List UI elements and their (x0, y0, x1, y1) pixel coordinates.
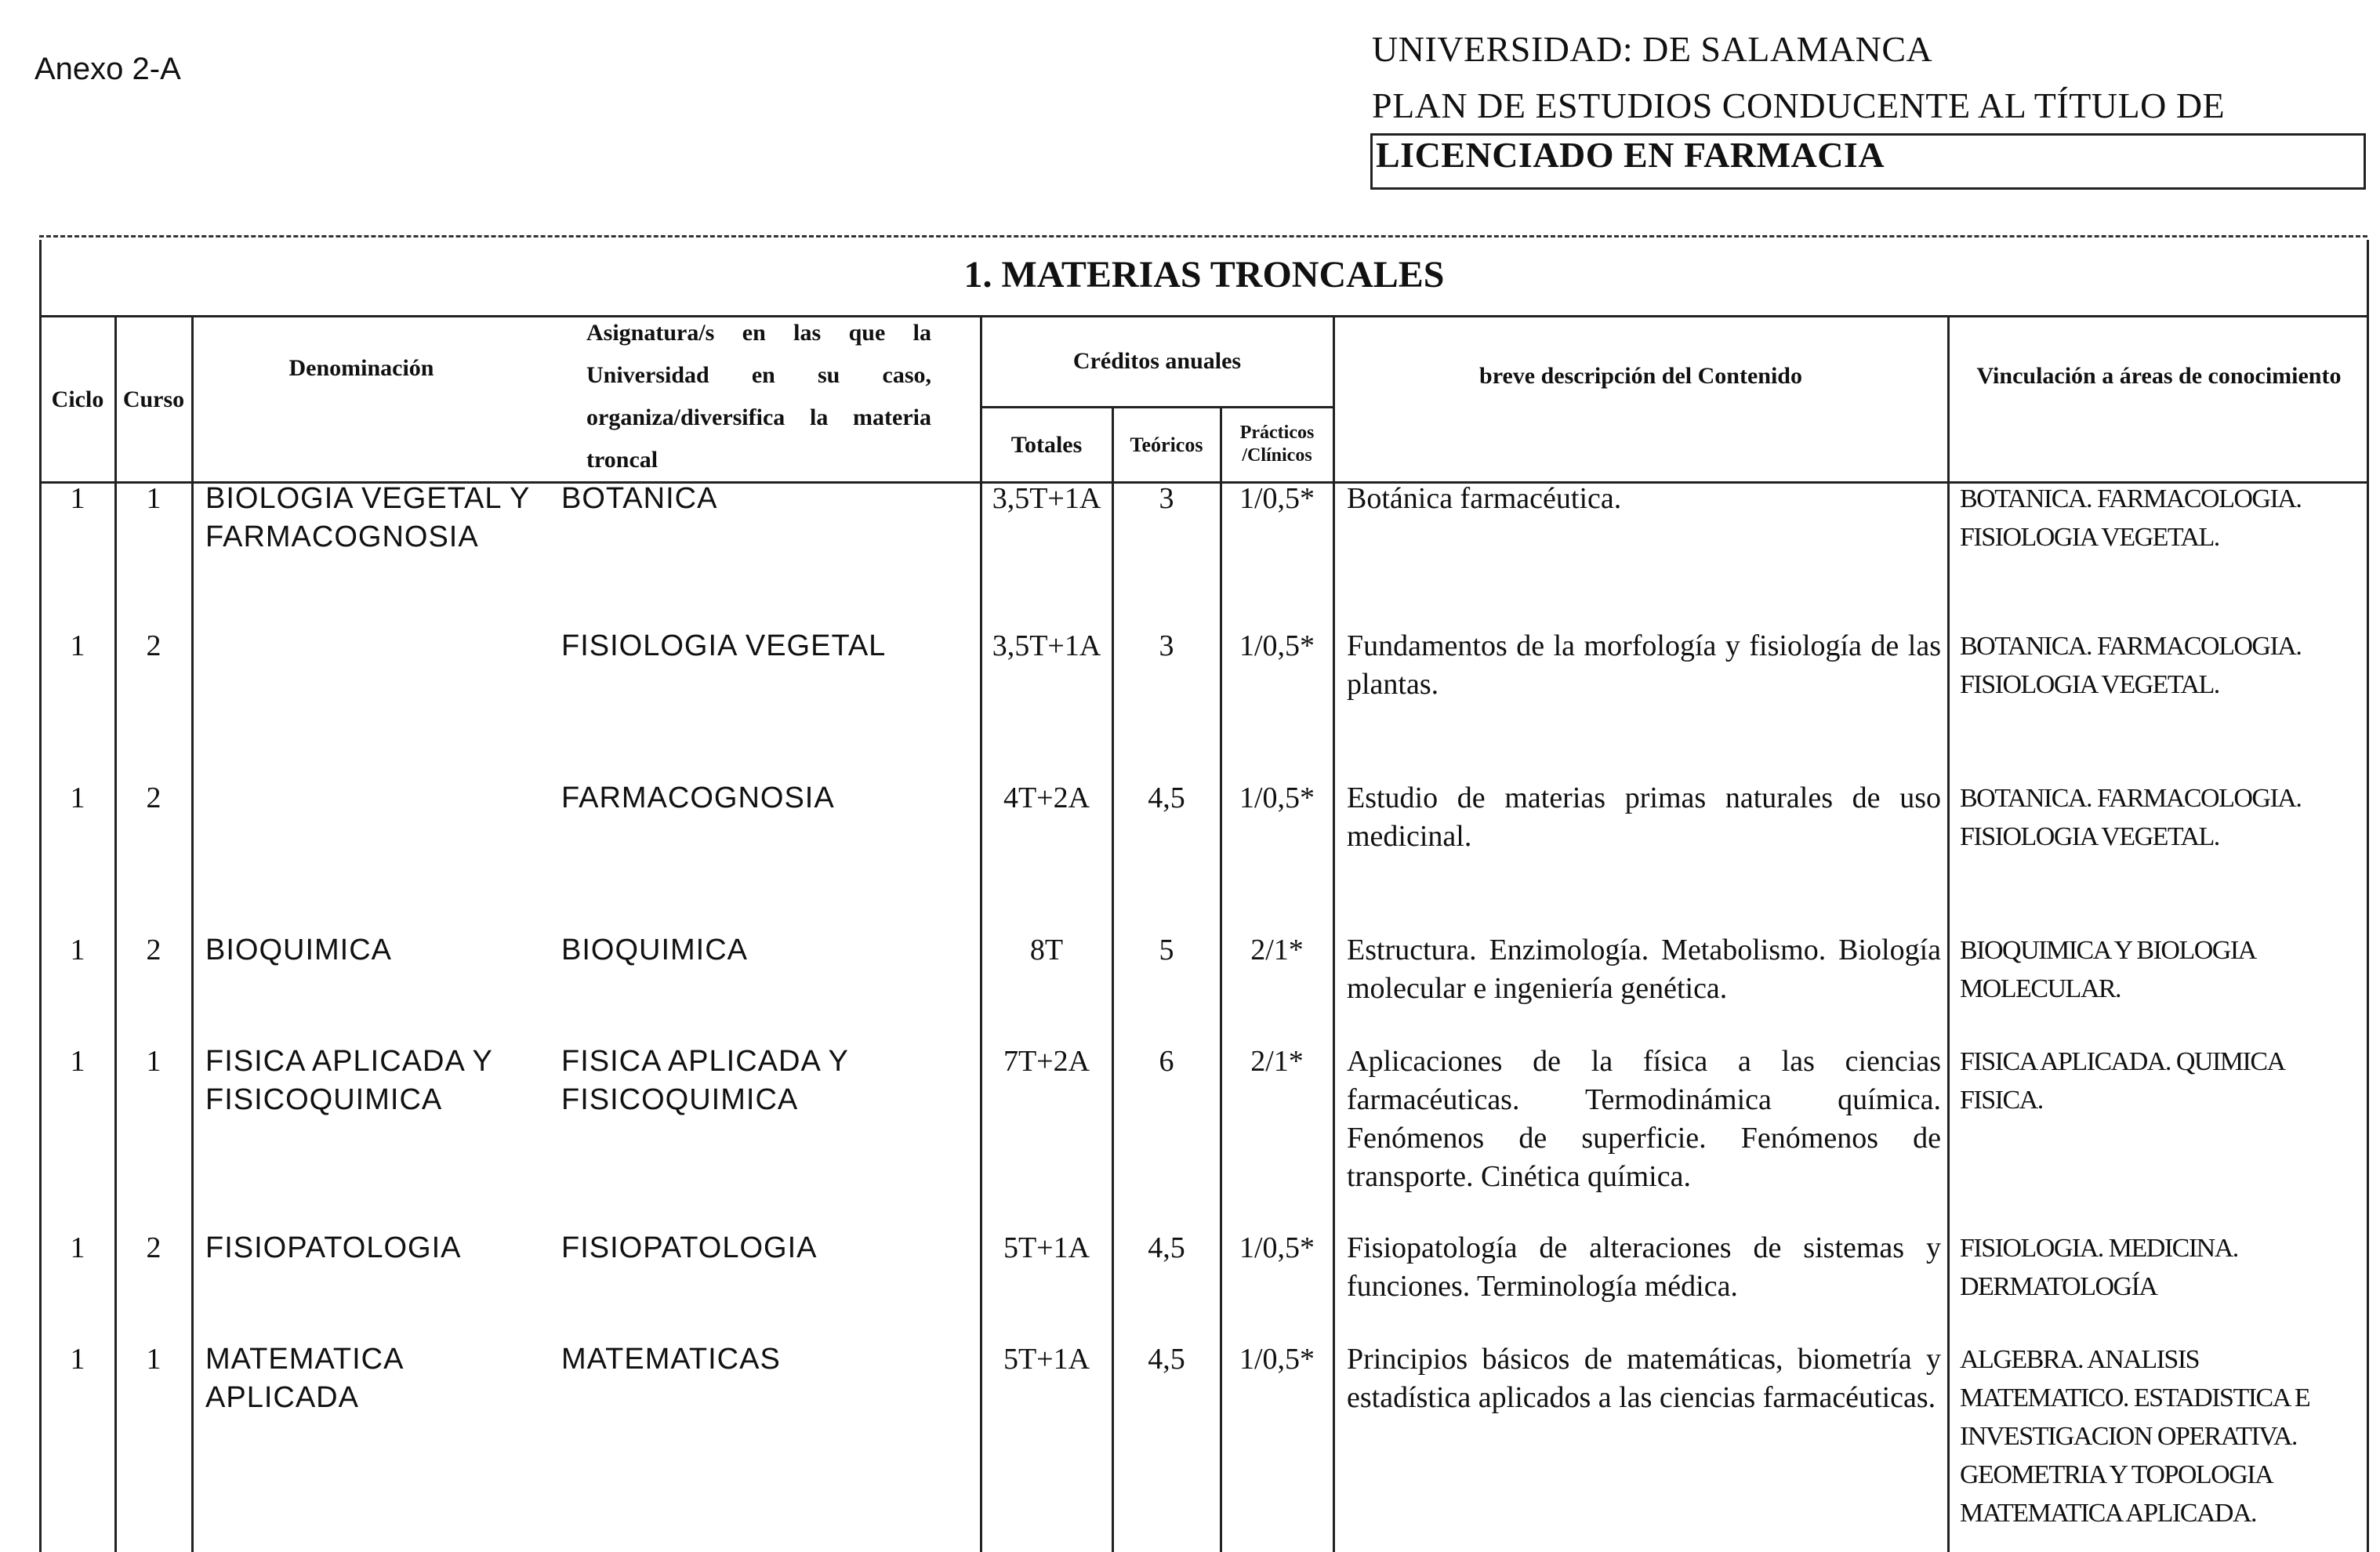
cell-descripcion: Botánica farmacéutica. (1347, 482, 1622, 515)
cell-totales: 7T+2A (1003, 1045, 1090, 1078)
cell-areas: FISICA APLICADA. QUIMICA FISICA. (1960, 1047, 2284, 1115)
cell-areas: FISIOLOGIA. MEDICINA. DERMATOLOGÍA (1960, 1234, 2238, 1301)
cell-totales: 8T (1029, 934, 1064, 966)
cell-totales: 3,5T+1A (992, 629, 1101, 662)
cell-ciclo: 1 (70, 629, 85, 662)
cell-areas: BOTANICA. FARMACOLOGIA. FISIOLOGIA VEGETAL. (1960, 484, 2302, 552)
cell-asignatura: MATEMATICAS (561, 1343, 781, 1376)
section-title: 1. MATERIAS TRONCALES (963, 254, 1445, 296)
cell-curso: 1 (146, 1045, 161, 1078)
cell-practicos: 1/0,5* (1239, 629, 1315, 662)
header-teoricos: Teóricos (1130, 433, 1203, 456)
header-practicos: Prácticos /Clínicos (1239, 422, 1315, 466)
cell-practicos: 1/0,5* (1239, 781, 1315, 814)
header-asignatura: Asignatura/s en las que la Universidad en su caso, organiza/diversifica la materia troncal (586, 320, 931, 473)
cell-descripcion: Fundamentos de la morfología y fisiología de las plantas. (1347, 629, 1941, 701)
cell-totales: 3,5T+1A (992, 482, 1101, 515)
degree-title-box: LICENCIADO EN FARMACIA (1370, 133, 2366, 190)
cell-descripcion: Aplicaciones de la física a las ciencias farmacéuticas. Termodinámica química. Fenómenos de superficie. Fenómenos de transporte. Cinética química. (1347, 1045, 1941, 1193)
cell-practicos: 2/1* (1250, 934, 1304, 966)
cell-teoricos: 4,5 (1148, 781, 1185, 814)
cell-teoricos: 4,5 (1148, 1231, 1185, 1264)
cell-asignatura: BIOQUIMICA (561, 934, 749, 966)
header-totales: Totales (1010, 431, 1083, 458)
cell-curso: 2 (146, 781, 161, 814)
cell-descripcion: Estudio de materias primas naturales de uso medicinal. (1347, 781, 1941, 853)
cell-descripcion: Estructura. Enzimología. Metabolismo. Biología molecular e ingeniería genética. (1347, 934, 1941, 1005)
header-denominacion: Denominación (288, 354, 434, 381)
header-ciclo: Ciclo (51, 386, 104, 412)
cell-curso: 2 (146, 629, 161, 662)
header-creditos-anuales: Créditos anuales (1072, 347, 1242, 374)
cell-curso: 2 (146, 1231, 161, 1264)
cell-areas: BOTANICA. FARMACOLOGIA. FISIOLOGIA VEGETAL. (1960, 784, 2302, 851)
cell-denominacion: FISIOPATOLOGIA (205, 1231, 462, 1264)
cell-practicos: 1/0,5* (1239, 1231, 1315, 1264)
cell-denominacion: FISICA APLICADA Y FISICOQUIMICA (205, 1045, 493, 1116)
cell-teoricos: 4,5 (1148, 1343, 1185, 1376)
cell-practicos: 1/0,5* (1239, 482, 1315, 515)
cell-totales: 4T+2A (1003, 781, 1090, 814)
cell-asignatura: FARMACOGNOSIA (561, 781, 835, 814)
header-curso: Curso (122, 386, 185, 412)
cell-ciclo: 1 (70, 934, 85, 966)
cell-areas: ALGEBRA. ANALISIS MATEMATICO. ESTADISTICA E INVESTIGACION OPERATIVA. GEOMETRIA Y TOPOLOGIA MATEMATICA APLICADA. (1960, 1345, 2310, 1528)
annex-label: Anexo 2-A (34, 52, 181, 86)
cell-totales: 5T+1A (1003, 1343, 1090, 1376)
cell-teoricos: 6 (1159, 1045, 1174, 1078)
cell-descripcion: Principios básicos de matemáticas, biometría y estadística aplicados a las ciencias farmacéuticas. (1347, 1343, 1941, 1414)
col-sep-descripcion (1947, 315, 1950, 1552)
plan-heading: PLAN DE ESTUDIOS CONDUCENTE AL TÍTULO DE (1372, 85, 2226, 125)
col-sep-totales (1112, 406, 1114, 1552)
cell-curso: 1 (146, 482, 161, 515)
col-sep-teoricos (1220, 406, 1222, 1552)
cell-denominacion: BIOQUIMICA (205, 934, 393, 966)
cell-denominacion: MATEMATICA APLICADA (205, 1343, 403, 1414)
table-top-border (39, 235, 2367, 238)
cell-teoricos: 3 (1159, 482, 1174, 515)
col-sep-curso (191, 315, 194, 1552)
cell-teoricos: 3 (1159, 629, 1174, 662)
cell-practicos: 1/0,5* (1239, 1343, 1315, 1376)
cell-teoricos: 5 (1159, 934, 1174, 966)
university-name: UNIVERSIDAD: DE SALAMANCA (1372, 29, 1933, 69)
cell-ciclo: 1 (70, 1231, 85, 1264)
cell-ciclo: 1 (70, 1045, 85, 1078)
cell-asignatura: FISICA APLICADA Y FISICOQUIMICA (561, 1045, 849, 1116)
header-vinculacion: Vinculación a áreas de conocimiento (1976, 362, 2342, 389)
cell-curso: 2 (146, 934, 161, 966)
cell-totales: 5T+1A (1003, 1231, 1090, 1264)
cell-asignatura: FISIOPATOLOGIA (561, 1231, 818, 1264)
header-descripcion: breve descripción del Contenido (1479, 362, 1802, 389)
cell-denominacion: BIOLOGIA VEGETAL Y FARMACOGNOSIA (205, 482, 530, 553)
cell-asignatura: FISIOLOGIA VEGETAL (561, 629, 887, 662)
cell-practicos: 2/1* (1250, 1045, 1304, 1078)
cell-ciclo: 1 (70, 781, 85, 814)
cell-areas: BOTANICA. FARMACOLOGIA. FISIOLOGIA VEGETAL. (1960, 632, 2302, 699)
cell-asignatura: BOTANICA (561, 482, 718, 515)
cell-curso: 1 (146, 1343, 161, 1376)
cell-descripcion: Fisiopatología de alteraciones de sistemas y funciones. Terminología médica. (1347, 1231, 1941, 1303)
cell-ciclo: 1 (70, 482, 85, 515)
col-sep-creditos (1333, 315, 1335, 1552)
cell-areas: BIOQUIMICA Y BIOLOGIA MOLECULAR. (1960, 936, 2255, 1003)
cell-ciclo: 1 (70, 1343, 85, 1376)
